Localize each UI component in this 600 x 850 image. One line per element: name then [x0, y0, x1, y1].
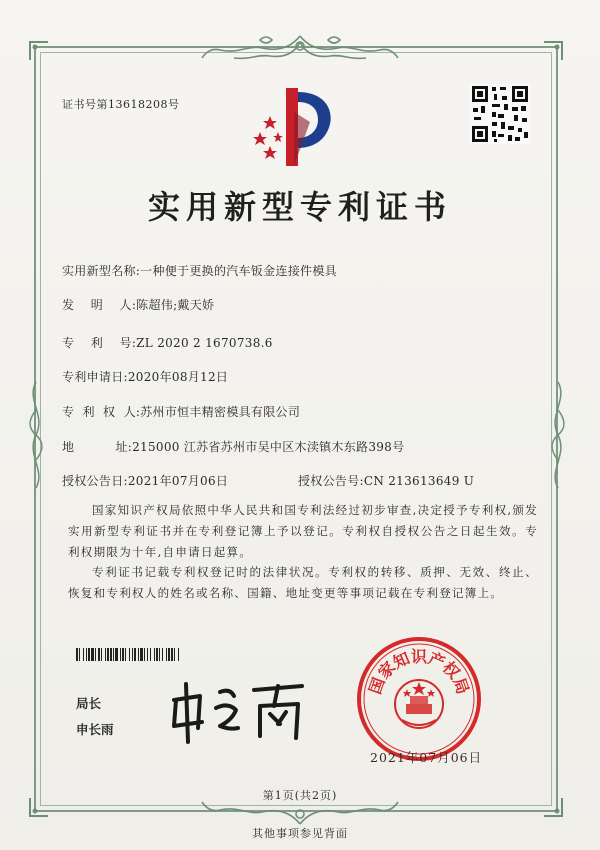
field-address: [62, 438, 404, 455]
right-ornament-icon: [546, 380, 570, 490]
certificate-number: 证书号第13618208号: [62, 98, 180, 111]
seal-character: 国: [365, 675, 389, 697]
corner-ornament-icon: [542, 40, 564, 62]
field-value: ZL 2020 2 1670738.6: [136, 336, 273, 350]
field-value: 苏州市恒丰精密模具有限公司: [140, 405, 301, 419]
left-ornament-icon: [24, 380, 48, 490]
top-ornament-icon: [200, 32, 400, 64]
field-value: 2021年07月06日: [127, 474, 229, 488]
handwritten-signature-icon: [162, 676, 312, 746]
legal-paragraph: 国家知识产权局依照中华人民共和国专利法经过初步审查,决定授予专利权,颁发实用新型专利证书并在专利登记簿上予以登记。专利权自授权公告之日起生效。专利权期限为十年,自申请日起算。: [68, 503, 538, 559]
field-grant-date: [62, 472, 228, 489]
page-indicator: 第1页(共2页): [262, 789, 338, 802]
field-patent-number: [62, 334, 273, 351]
field-value: 215000 江苏省苏州市吴中区木渎镇木东路398号: [132, 440, 405, 454]
field-label: 授权公告日:: [62, 474, 128, 488]
field-grant-number: [298, 472, 474, 489]
field-label: 专利申请日:: [62, 370, 128, 384]
field-label: 地 址:: [62, 440, 133, 454]
seal-character: 识: [411, 647, 428, 666]
field-label: 专 利 权 人:: [62, 405, 141, 419]
field-value: CN 213613649 U: [363, 474, 475, 488]
signatory-name: 申长雨: [76, 722, 114, 737]
barcode-icon: [76, 648, 298, 661]
seal-character: 家: [373, 658, 399, 683]
field-inventor: [62, 296, 214, 313]
field-utility-model-name: [62, 262, 337, 279]
field-value: 2020年08月12日: [127, 370, 229, 384]
qr-code-icon: [470, 84, 530, 144]
field-label: 实用新型名称:: [62, 264, 141, 278]
field-value: 陈超伟;戴天娇: [136, 298, 215, 312]
seal-date: 2021年07月06日: [370, 750, 483, 765]
signatory-title: 局长: [76, 696, 102, 711]
field-label: 专 利 号:: [62, 336, 137, 350]
legal-paragraph: 专利证书记载专利权登记时的法律状况。专利权的转移、质押、无效、终止、恢复和专利权人的姓名或名称、国籍、地址变更等事项记载在专利登记簿上。: [68, 565, 538, 600]
seal-character: 局: [449, 675, 473, 697]
page-title: 实用新型专利证书: [147, 188, 452, 226]
cnipa-logo-icon: [248, 82, 340, 172]
field-label: 发 明 人:: [62, 298, 137, 312]
field-application-date: [62, 368, 228, 385]
seal-character: 权: [439, 658, 465, 683]
field-patentee: [62, 403, 300, 420]
seal-character: 知: [390, 648, 413, 673]
field-label: 授权公告号:: [298, 474, 364, 488]
field-value: 一种便于更换的汽车钣金连接件模具: [140, 264, 337, 278]
seal-character: 产: [425, 648, 448, 673]
back-note: 其他事项参见背面: [252, 827, 348, 840]
corner-ornament-icon: [28, 40, 50, 62]
